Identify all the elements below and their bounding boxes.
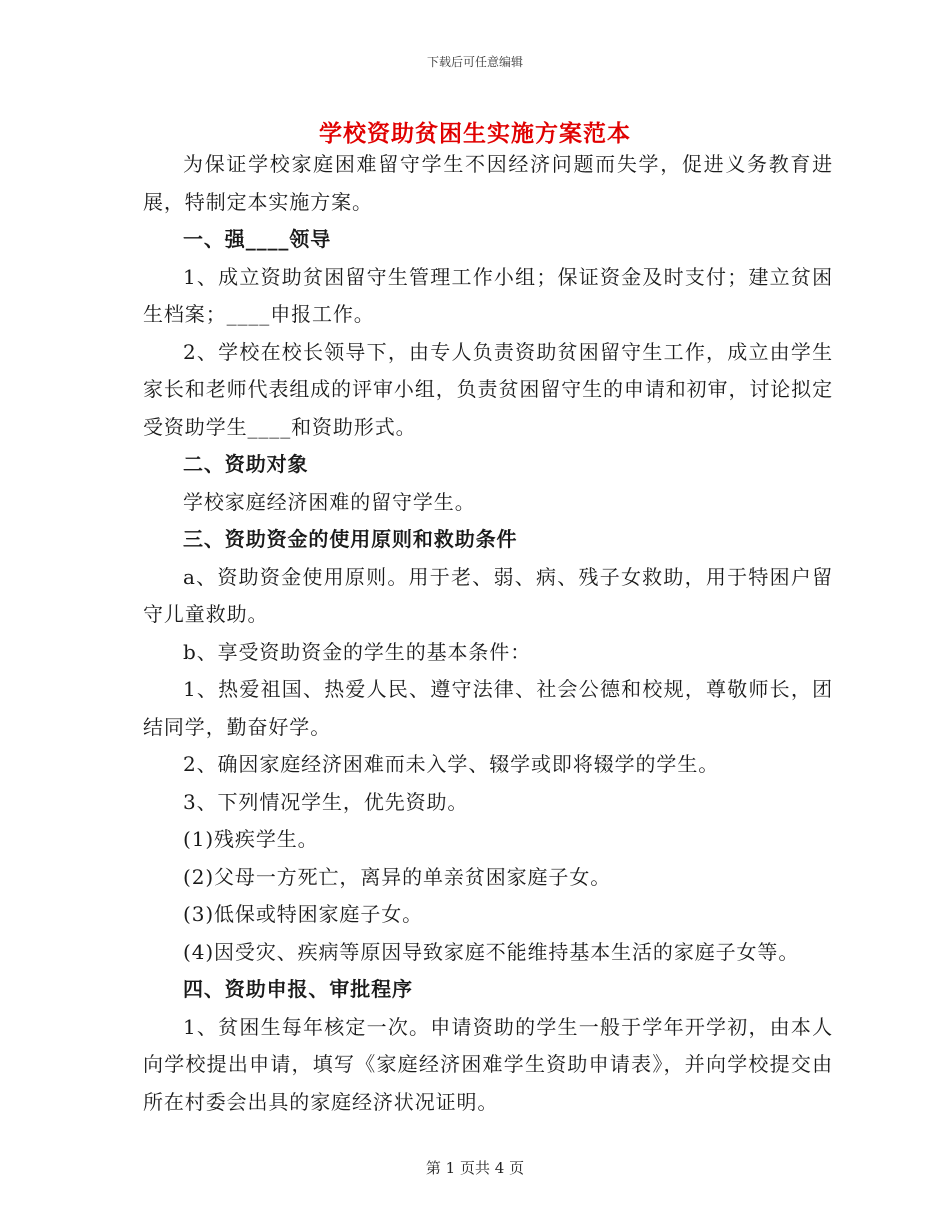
paragraph: 1、热爱祖国、热爱人民、遵守法律、社会公德和校规，尊敬师长，团结同学，勤奋好学。: [143, 677, 833, 739]
list-item: (1)残疾学生。: [183, 827, 319, 851]
list-item: (2)父母一方死亡，离异的单亲贫困家庭子女。: [183, 864, 612, 889]
paragraph: 学校家庭经济困难的留守学生。: [183, 489, 476, 514]
header-note: 下载后可任意编辑: [426, 55, 523, 69]
section-heading-4: 四、资助申报、审批程序: [183, 977, 413, 1001]
intro-paragraph: 为保证学校家庭困难留守学生不因经济问题而失学，促进义务教育进展，特制定本实施方案。: [143, 152, 833, 214]
paragraph: b、享受资助资金的学生的基本条件：: [183, 639, 532, 664]
paragraph: 2、学校在校长领导下，由专人负责资助贫困留守生工作，成立由学生家长和老师代表组成的评审小组，负责贫困留守生的申请和初审，讨论拟定受资助学生____和资助形式。: [143, 339, 833, 439]
section-heading-2: 二、资助对象: [183, 452, 309, 476]
paragraph: a、资助资金使用原则。用于老、弱、病、残子女救助，用于特困户留守儿童救助。: [143, 564, 833, 626]
paragraph: 1、成立资助贫困留守生管理工作小组；保证资金及时支付；建立贫困生档案；____申报工作。: [143, 264, 833, 326]
paragraph: 2、确因家庭经济困难而未入学、辍学或即将辍学的学生。: [183, 752, 720, 776]
paragraph: 3、下列情况学生，优先资助。: [183, 789, 469, 814]
section-heading-1: 一、强____领导: [183, 227, 332, 251]
document-title: 学校资助贫困生实施方案范本: [319, 120, 631, 147]
paragraph: 1、贫困生每年核定一次。申请资助的学生一般于学年开学初，由本人向学校提出申请，填写《家庭经济困难学生资助申请表》，并向学校提交由所在村委会出具的家庭经济状况证明。: [143, 1014, 833, 1114]
page-footer: 第 1 页共 4 页: [425, 1159, 525, 1177]
document-body: [143, 146, 833, 1121]
section-heading-3: 三、资助资金的使用原则和救助条件: [183, 527, 518, 551]
list-item: (4)因受灾、疾病等原因导致家庭不能维持基本生活的家庭子女等。: [183, 939, 800, 964]
list-item: (3)低保或特困家庭子女。: [183, 902, 424, 926]
